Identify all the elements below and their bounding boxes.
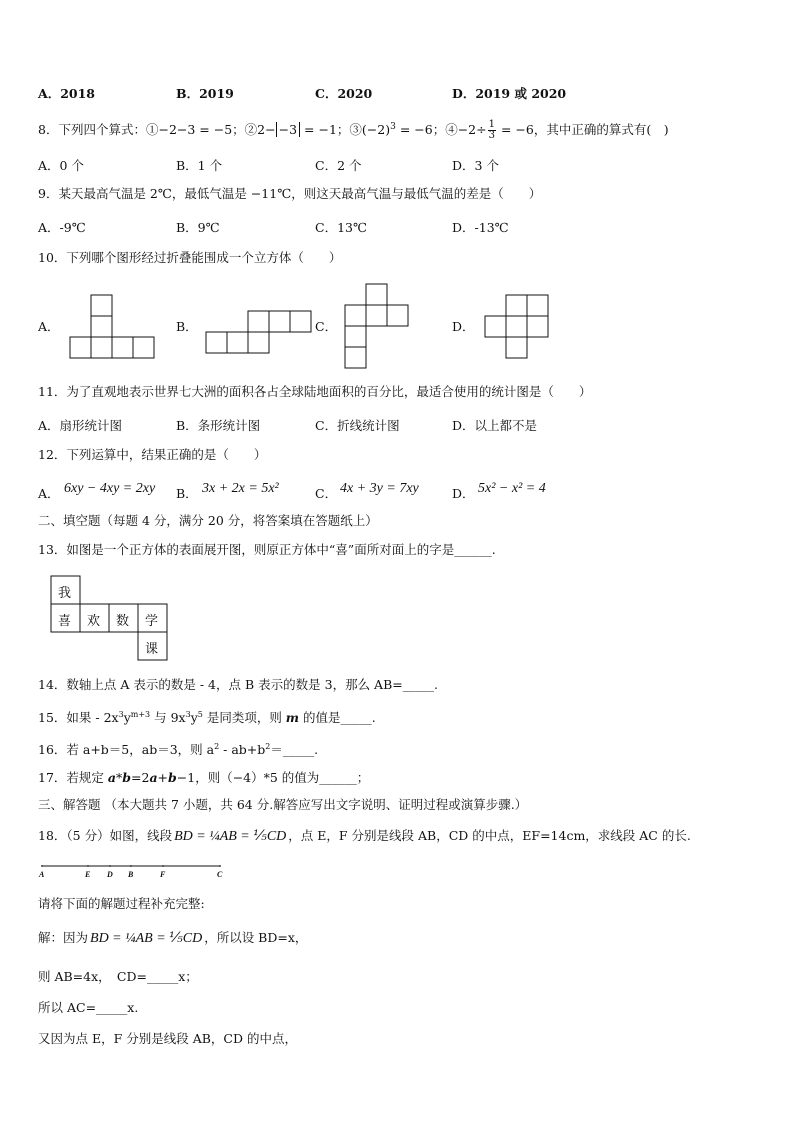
q13-cell-wo: 我	[58, 586, 72, 601]
q15-part-b: y	[123, 710, 131, 726]
q12-label-c: C．	[315, 486, 338, 501]
q8-expr-4a: ④−2÷	[445, 122, 487, 138]
section-3-heading: 三、解答题 （本大题共 7 小题，共 64 分.解答应写出文字说明、证明过程或演算步骤.）	[38, 797, 528, 812]
q17-part-a: 17．若规定	[38, 770, 108, 785]
q8-option-d: D．3 个	[452, 158, 499, 173]
question-11: 11．为了直观地表示世界七大洲的面积各占全球陆地面积的百分比，最适合使用的统计图是（ ）	[38, 384, 592, 399]
q17-var-a2: a	[149, 770, 158, 785]
q12-expr-c: 4x + 3y = 7xy	[340, 481, 419, 496]
q8-expr-2-abs: −3	[276, 122, 300, 137]
q12-expr-a: 6xy − 4xy = 2xy	[64, 481, 156, 496]
solution-1a: 解：因为	[38, 930, 89, 945]
question-9: 9．某天最高气温是 2℃，最低气温是 −11℃，则这天最高气温与最低气温的差是（ ）	[38, 186, 542, 201]
q7-option-b: B．2019	[176, 86, 234, 101]
solution-intro: 请将下面的解题过程补充完整:	[38, 896, 205, 911]
q8-expr-3b: (−2)	[361, 122, 391, 138]
q17-eq: =2	[131, 770, 150, 785]
question-12: 12．下列运算中，结果正确的是（ ）	[38, 447, 267, 462]
q15-part-d: y	[190, 710, 198, 726]
q8-expr-2a: ②2−	[244, 122, 276, 138]
q13-cell-xi: 喜	[58, 614, 72, 629]
q11-option-b: B．条形统计图	[176, 418, 261, 433]
q8-prefix: 8．下列四个算式：	[38, 122, 146, 138]
solution-line-4: 又因为点 E，F 分别是线段 AB，CD 的中点，	[38, 1031, 297, 1046]
q15-sup-c: 3	[185, 710, 191, 719]
q13-cell-shu: 数	[116, 614, 130, 629]
q12-label-b: B．	[176, 486, 198, 501]
q9-option-a: A．-9℃	[38, 220, 86, 235]
segment-label-b: B	[128, 870, 134, 879]
q8-expr-2c: = −1；	[300, 122, 350, 138]
q16-part-b: - ab+b	[219, 742, 266, 758]
q9-option-c: C．13℃	[315, 220, 367, 235]
q17-var-b2: b	[168, 770, 177, 785]
q8-frac-num: 1	[488, 119, 495, 131]
q15-part-f: 的值是_____.	[299, 710, 376, 726]
q16-sup-b: 2	[265, 742, 271, 751]
q18-part-b: ，点 E，F 分别是线段 AB，CD 的中点，EF=14cm，求线段 AC 的长.	[288, 828, 691, 843]
q12-label-a: A．	[38, 486, 60, 501]
q8-expr-3a: ③	[349, 122, 362, 138]
solution-1b: ，所以设 BD=x，	[204, 930, 308, 945]
q17-part-c: −1，则（−4）*5 的值为______；	[176, 770, 370, 785]
q15-part-e: 是同类项，则	[202, 710, 286, 726]
q12-expr-d: 5x² − x² = 4	[478, 481, 546, 496]
q10-label-c: C．	[315, 319, 338, 334]
q13-cell-xue: 学	[145, 614, 159, 629]
q10-label-a: A．	[38, 319, 60, 334]
q17-star: *	[116, 770, 123, 785]
solution-line-3: 所以 AC=_____x.	[38, 1000, 139, 1015]
q17-var-a: a	[107, 770, 116, 785]
q15-var-m: m	[285, 710, 300, 726]
q16-part-c: ＝_____.	[270, 742, 319, 758]
q12-expr-b: 3x + 2x = 5x²	[202, 481, 279, 496]
q8-option-b: B．1 个	[176, 158, 223, 173]
segment-label-e: E	[85, 870, 91, 879]
q7-option-d: D．2019 或 2020	[452, 86, 567, 101]
q13-cell-huan: 欢	[87, 614, 101, 629]
q17-var-b: b	[122, 770, 131, 785]
q18-part-a: 18．（5 分）如图，线段	[38, 828, 173, 843]
q15-sup-a: 3	[118, 710, 124, 719]
segment-label-c: C	[217, 870, 223, 879]
solution-line-1	[38, 930, 307, 947]
q10-label-d: D．	[452, 319, 475, 334]
q11-option-a: A．扇形统计图	[38, 418, 123, 433]
question-13: 13．如图是一个正方体的表面展开图，则原正方体中“喜”面所对面上的字是______.	[38, 542, 496, 557]
q13-cell-ke: 课	[145, 642, 159, 657]
q9-option-d: D．-13℃	[452, 220, 509, 235]
question-10: 10．下列哪个图形经过折叠能围成一个立方体（ ）	[38, 250, 342, 265]
q8-suffix: ，其中正确的算式有( )	[533, 122, 669, 138]
solution-equation: BD = ¼AB = ⅕CD	[90, 931, 203, 946]
q8-expr-4c: = −6	[496, 122, 534, 138]
question-14: 14．数轴上点 A 表示的数是 - 4，点 B 表示的数是 3，那么 AB=_____.	[38, 677, 438, 692]
q18-equation: BD = ¼AB = ⅕CD	[174, 829, 287, 844]
q11-option-c: C．折线统计图	[315, 418, 400, 433]
q7-option-c: C．2020	[315, 86, 373, 101]
q12-label-d: D．	[452, 486, 475, 501]
q11-option-d: D．以上都不是	[452, 418, 538, 433]
segment-label-a: A	[39, 870, 45, 879]
q17-plus: +	[157, 770, 169, 785]
q15-part-c: 与 9x	[150, 710, 186, 726]
q7-option-a: A．2018	[38, 86, 95, 101]
q10-label-b: B．	[176, 319, 198, 334]
q8-expr-3c: = −6；	[395, 122, 446, 138]
q8-expr-3-exp: 3	[390, 122, 396, 132]
q9-option-b: B．9℃	[176, 220, 220, 235]
q8-option-c: C．2 个	[315, 158, 362, 173]
q16-sup-a: 2	[214, 742, 220, 751]
q15-sup-d: 5	[197, 710, 203, 719]
q15-sup-b: m+3	[130, 710, 151, 719]
q8-option-a: A．0 个	[38, 158, 84, 173]
section-2-heading: 二、填空题（每题 4 分，满分 20 分，将答案填在答题纸上）	[38, 513, 378, 528]
segment-label-d: D	[107, 870, 113, 879]
segment-label-f: F	[160, 870, 166, 879]
q15-part-a: 15．如果 - 2x	[38, 710, 119, 726]
q8-expr-1: ①−2−3 = −5；	[145, 122, 245, 138]
solution-line-2: 则 AB=4x， CD=_____x；	[38, 969, 198, 984]
q16-part-a: 16．若 a+b＝5，ab＝3，则 a	[38, 742, 215, 758]
q8-frac-den: 3	[488, 130, 495, 142]
